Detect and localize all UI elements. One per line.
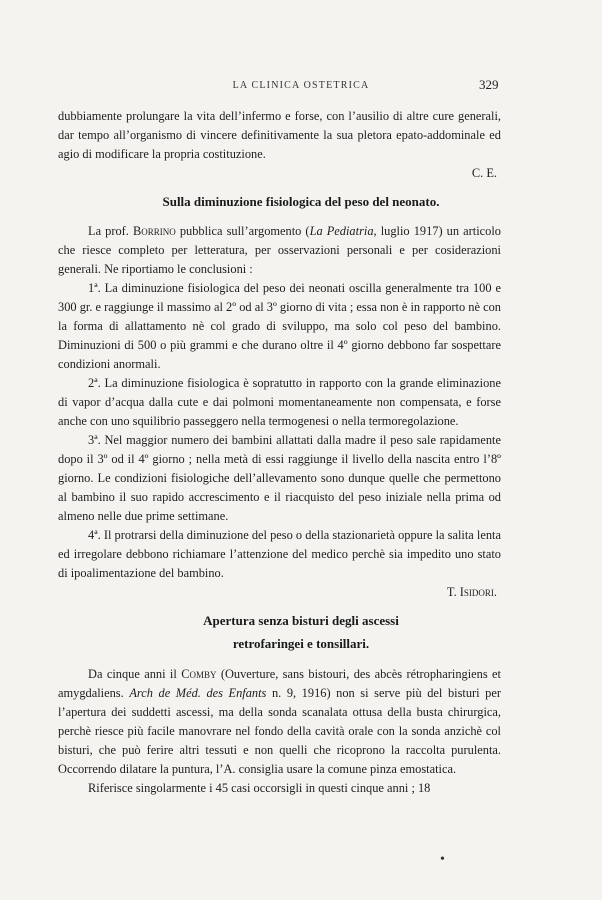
article1-intro-b: pubblica sull’argomento ( bbox=[179, 224, 310, 238]
article1-intro bbox=[58, 222, 501, 279]
journal-name: La Pediatria bbox=[309, 224, 374, 238]
article2-p1-c: n. 9, 1916) non si serve più del bisturi per l’apertura dei suddetti ascessi, ma della sonda scanalata ottusa della busta chirurgica, perchè riesce più facile manovrare nel fondo della cavità orale con la sonda anzichè col bisturi, che può ferire altri tessuti e non quelli che ricoprono la raccolta purulenta. Occorrendo dilatare la puntura, l’A. consiglia usare la comune pinza emostatica. bbox=[58, 686, 501, 776]
article2-body bbox=[58, 665, 501, 798]
article2-p1-a: Da cinque anni il bbox=[88, 667, 177, 681]
article2-paragraph-2: Riferisce singolarmente i 45 casi occorsigli in questi cinque anni ; 18 bbox=[88, 781, 431, 795]
article2-title-line2: retrofaringei e tonsillari. bbox=[232, 636, 370, 651]
article1-intro-a: La prof. bbox=[88, 224, 129, 238]
article1-body bbox=[58, 222, 501, 602]
author-name: Borrino bbox=[132, 224, 176, 238]
journal-arch: Arch de Méd. des Enfants bbox=[129, 686, 267, 700]
article1-intro-c: , luglio 1917) un articolo che riesce completo per letteratura, per osservazioni personali e per cosiderazioni generali. Ne riportiamo le conclusioni : bbox=[58, 224, 501, 276]
conclusion-1: 1ª. La diminuzione fisiologica del peso dei neonati oscilla generalmente tra 100 e 300 gr. e raggiunge il massimo al 2º od al 3º giorno di vita ; essa non è in rapporto nè con la forma di allattamento nè col grado di sviluppo, ma solo col peso del bambino. Diminuzioni di 500 o più grammi e che durano oltre il 4º giorno debbono far sospettare condizioni anormali. bbox=[58, 281, 501, 371]
conclusion-2: 2ª. La diminuzione fisiologica è sopratutto in rapporto con la grande eliminazione di vapor d’acqua dalla cute e dai polmoni momentaneamente non compensata, e forse anche con uno squilibrio passeggero nella termogenesi o nella termoregolazione. bbox=[58, 376, 501, 428]
footer-mark: • bbox=[440, 852, 445, 867]
intro-paragraph: dubbiamente prolungare la vita dell’infermo e forse, con l’ausilio di altre cure generali, dar tempo all’organismo di vincere definitivamente la sua pletora epato-addominale ed agio di modificare la propria costituzione. bbox=[58, 109, 501, 161]
article2-paragraph-1 bbox=[58, 665, 501, 779]
conclusion-3: 3ª. Nel maggior numero dei bambini allattati dalla madre il peso sale rapidamente dopo il 3º od il 4º giorno ; nella metà di essi raggiunge il livello della nascita entro l’8º giorno. Le condizioni fisiologiche dell’allevamento sono dunque quelle che permettono al bambino il suo rapido accrescimento e il riacquisto del peso iniziale nella prima od almeno nelle due prime settimane. bbox=[58, 433, 501, 523]
page-number: 329 bbox=[479, 77, 499, 92]
author-comby: Comby bbox=[181, 667, 217, 681]
article1-title: Sulla diminuzione fisiologica del peso del neonato. bbox=[162, 194, 440, 209]
article2-title-line1: Apertura senza bisturi degli ascessi bbox=[203, 613, 399, 628]
intro-block bbox=[58, 107, 501, 183]
conclusion-4: 4ª. Il protrarsi della diminuzione del peso o della stazionarietà oppure la salita lenta ed irregolare debbono richiamare l’attenzione del medico perchè sia impedito uno stato di ipoalimentazione del bambino. bbox=[58, 528, 501, 580]
article1-signature: T. Isidori. bbox=[446, 585, 497, 599]
intro-signature: C. E. bbox=[471, 166, 497, 180]
running-title: LA CLINICA OSTETRICA bbox=[232, 80, 370, 91]
article2-p1-b: (Ouverture, sans bistouri, des abcès rétropharingiens et amygdaliens. bbox=[58, 667, 501, 700]
